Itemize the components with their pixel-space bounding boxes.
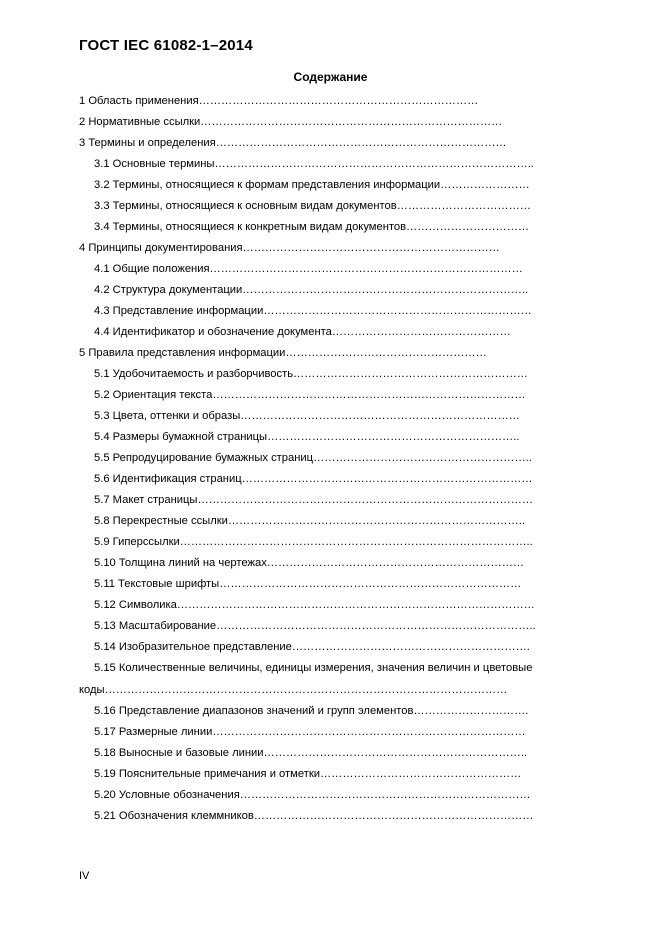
- toc-entry[interactable]: 5.21 Обозначения клеммников…………………………………………………………………: [94, 810, 534, 822]
- toc-entry[interactable]: 5.17 Размерные линии…………………………………………………………………………: [94, 726, 526, 738]
- toc-entry[interactable]: 5.19 Пояснительные примечания и отметки………………………………………………: [94, 768, 522, 780]
- toc-entry[interactable]: 5.16 Представление диапазонов значений и групп элементов………………………….: [94, 705, 529, 717]
- toc-entry[interactable]: 5.15 Количественные величины, единицы измерения, значения величин и цветовые: [94, 662, 533, 674]
- toc-entry[interactable]: 5.5 Репродуцирование бумажных страниц…………………………………………………..: [94, 452, 532, 464]
- toc-entry[interactable]: 5 Правила представления информации………………………………………………: [79, 347, 487, 359]
- toc-entry[interactable]: 5.13 Масштабирование…………………………………………………………………………..: [94, 620, 536, 632]
- toc-entry[interactable]: 5.18 Выносные и базовые линии……………………………………………………………..: [94, 747, 528, 759]
- toc-entry[interactable]: 3.3 Термины, относящиеся к основным видам документов………………………………: [94, 200, 531, 212]
- toc-entry[interactable]: 5.1 Удобочитаемость и разборчивость………………………………………………………: [94, 368, 528, 380]
- toc-entry[interactable]: 4.1 Общие положения…………………………………………………………………………: [94, 263, 523, 275]
- toc-entry[interactable]: 5.11 Текстовые шрифты………………………………………………………………………: [94, 578, 522, 590]
- document-header: ГОСТ IEC 61082-1–2014: [79, 37, 253, 54]
- toc-entry[interactable]: 5.20 Условные обозначения……………………………………………………………………: [94, 789, 531, 801]
- toc-entry[interactable]: 5.2 Ориентация текста…………………………………………………………………………: [94, 389, 526, 401]
- toc-entry[interactable]: 4 Принципы документирования……………………………………………………………: [79, 242, 500, 254]
- toc-entry[interactable]: 5.9 Гиперссылки…………………………………………………………………………………..: [94, 536, 533, 548]
- toc-entry[interactable]: 4.3 Представление информации………………………………………………………………: [94, 305, 532, 317]
- toc-entry[interactable]: 5.12 Символика……………………………………………………………………………………: [94, 599, 535, 611]
- toc-entry[interactable]: 3.2 Термины, относящиеся к формам представления информации……………………: [94, 179, 530, 191]
- toc-entry[interactable]: 1 Область применения…………………………………………………………………: [79, 95, 479, 107]
- toc-entry[interactable]: 3.1 Основные термины…………………………………………………………………………..: [94, 158, 534, 170]
- toc-entry[interactable]: 2 Нормативные ссылки………………………………………………………………………: [79, 116, 503, 128]
- toc-entry[interactable]: 5.7 Макет страницы………………………………………………………………………………: [94, 494, 534, 506]
- toc-entry[interactable]: 5.3 Цвета, оттенки и образы…………………………………………………………………: [94, 410, 520, 422]
- page-number: IV: [79, 870, 90, 882]
- toc-entry[interactable]: 5.8 Перекрестные ссылки……………………………………………………………………..: [94, 515, 525, 527]
- toc-entry[interactable]: 3 Термины и определения……………………………………………………………………: [79, 137, 507, 149]
- toc-title: Содержание: [293, 70, 368, 84]
- toc-entry[interactable]: 4.2 Структура документации…………………………………………………………………..: [94, 284, 529, 296]
- toc-entry[interactable]: 5.10 Толщина линий на чертежах……………………………………………………………: [94, 557, 525, 569]
- toc-entry[interactable]: 4.4 Идентификатор и обозначение документа…………………………………………: [94, 326, 511, 338]
- toc-entry[interactable]: 5.4 Размеры бумажной страницы…………………………………………………………..: [94, 431, 520, 443]
- toc-entry[interactable]: коды………………………………………………………………………………………………: [79, 684, 508, 696]
- toc-entry[interactable]: 3.4 Термины, относящиеся к конкретным видам документов……………………………: [94, 221, 530, 233]
- toc-entry[interactable]: 5.6 Идентификация страниц……………………………………………………………………: [94, 473, 533, 485]
- toc-entry[interactable]: 5.14 Изобразительное представление……………………………………………………….: [94, 641, 530, 653]
